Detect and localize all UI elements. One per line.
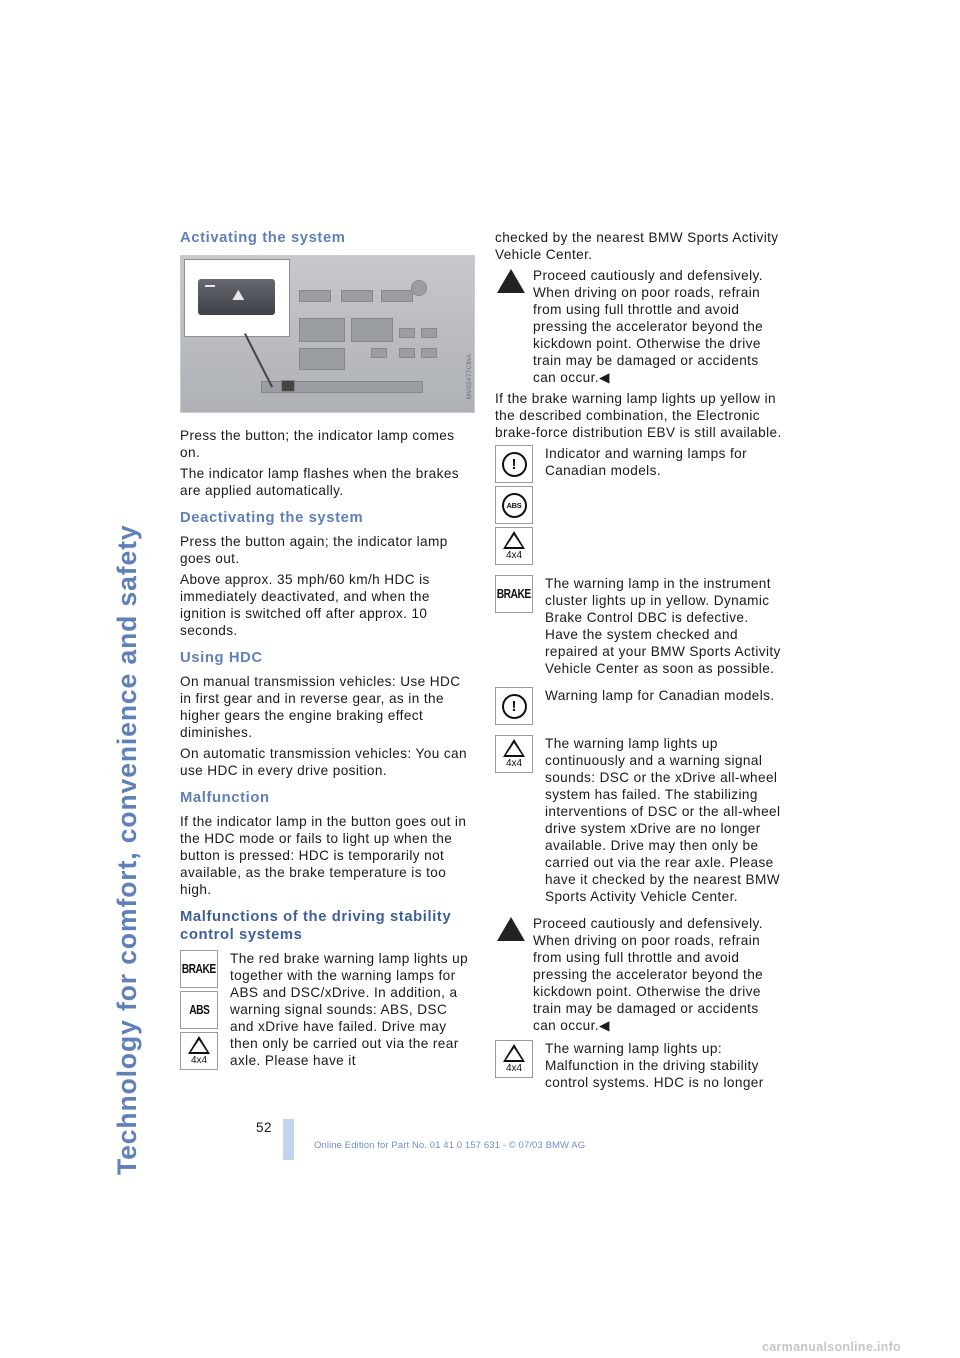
- console-display: [299, 348, 345, 370]
- xdrive-warning-icon: 4x4: [495, 735, 533, 773]
- hdc-button: [198, 279, 275, 315]
- using-p1: On manual transmission vehicles: Use HDC in first gear and in reverse gear, as in the higher gears the engine braking effect diminishes.: [180, 674, 461, 740]
- hdc-button-small: [281, 380, 295, 392]
- hdc-button-figure: [180, 255, 475, 413]
- left-column: [180, 229, 473, 1079]
- heading-activating: Activating the system: [180, 230, 346, 246]
- console-slot: [371, 348, 387, 358]
- caution-note-2: [495, 915, 785, 1034]
- brake-lamp-icon: BRAKE: [180, 950, 218, 988]
- callout-line: [244, 333, 273, 387]
- abs-circle-icon: ABS: [495, 486, 533, 524]
- canadian-text: Indicator and warning lamps for Canadian models.: [545, 446, 748, 478]
- malfunction-p1: If the indicator lamp in the button goes out in the HDC mode or fails to light up when the button is pressed: HDC is temporarily not available, as the brake temperature is too high.: [180, 814, 467, 897]
- dsc-text: The warning lamp lights up continuously and a warning signal sounds: DSC or the xDrive all-wheel system has failed. The stabilizing interventions of DSC or the all-wheel drive system xDrive are no longer available. Drive may then only be carried out via the rear axle. Please have it checked by the nearest BMW Sports Activity Vehicle Center.: [545, 736, 781, 904]
- hdc-car-icon: ⛰: [232, 287, 245, 304]
- last-row: [495, 1040, 785, 1095]
- console-slot: [299, 290, 331, 302]
- heading-stability-malfunctions: Malfunctions of the driving stability control systems: [180, 909, 452, 943]
- watermark: carmanualsonline.info: [762, 1340, 901, 1354]
- brake-circle-exclaim-icon: !: [495, 687, 533, 725]
- console-display: [299, 318, 345, 342]
- activating-p1: Press the button; the indicator lamp comes on.: [180, 428, 455, 460]
- canadian2-text: Warning lamp for Canadian models.: [545, 688, 775, 703]
- stability-p1: The red brake warning lamp lights up together with the warning lamps for ABS and DSC/xDrive. In addition, a warning signal sounds: ABS, DSC and xDrive have failed. Drive may then only be carried out via the rear axle. Please have it: [230, 951, 469, 1068]
- lamp-stack: [180, 950, 220, 1070]
- abs-lamp-icon: ABS: [180, 991, 218, 1029]
- canadian2-row: [495, 687, 785, 725]
- activating-p2: The indicator lamp flashes when the brakes are applied automatically.: [180, 466, 459, 498]
- console-slot: [381, 290, 413, 302]
- heading-malfunction: Malfunction: [180, 790, 270, 806]
- deactivating-p1: Press the button again; the indicator lamp goes out.: [180, 534, 448, 566]
- heading-using-hdc: Using HDC: [180, 650, 263, 666]
- brake-lamp-icon: BRAKE: [495, 575, 533, 613]
- brake-circle-exclaim-icon: !: [495, 445, 533, 483]
- canadian-lamp-stack: [495, 445, 535, 565]
- caution-text-2: Proceed cautiously and defensively. When driving on poor roads, refrain from using full throttle and avoid pressing the accelerator beyond the kickdown point. Otherwise the drive train may be damaged or accidents can occur.◀: [533, 916, 764, 1033]
- continued-text: checked by the nearest BMW Sports Activity Vehicle Center.: [495, 230, 779, 262]
- page-number-bar: [283, 1119, 294, 1160]
- dbc-text: The warning lamp in the instrument cluster lights up in yellow. Dynamic Brake Control DBC is defective. Have the system checked and repaired at your BMW Sports Activity Vehicle Center as soon as possible.: [545, 576, 781, 676]
- canadian-lamps-row: [495, 445, 785, 565]
- side-section-title: Technology for comfort, convenience and safety: [112, 524, 142, 1175]
- right-column: [495, 229, 785, 1101]
- figure-code: MV02477CMA: [466, 354, 473, 400]
- dbc-row: [495, 575, 785, 681]
- xdrive-warning-icon: 4x4: [180, 1032, 218, 1070]
- footer-edition: Online Edition for Part No. 01 41 0 157 631 - © 07/03 BMW AG: [314, 1140, 586, 1151]
- caution-text-1: Proceed cautiously and defensively. When driving on poor roads, refrain from using full throttle and avoid pressing the accelerator beyond the kickdown point. Otherwise the drive train may be damaged or accidents can occur.◀: [533, 268, 764, 385]
- page-number: 52: [256, 1120, 273, 1135]
- last-text: The warning lamp lights up: Malfunction in the driving stability control systems. HDC is no longer: [545, 1041, 764, 1090]
- dbc-lamp: [495, 575, 535, 613]
- console-slot: [399, 328, 415, 338]
- xdrive-warning-icon: 4x4: [495, 1040, 533, 1078]
- button-zoom-inset: [184, 259, 290, 337]
- warning-triangle-icon: [497, 917, 525, 941]
- console-slot: [421, 348, 437, 358]
- using-p2: On automatic transmission vehicles: You can use HDC in every drive position.: [180, 746, 467, 778]
- console-slot: [341, 290, 373, 302]
- console-knob: [411, 280, 427, 296]
- indicator-lamp: [205, 285, 215, 287]
- stability-lamps-row: [180, 950, 470, 1073]
- yellow-lamp-text: If the brake warning lamp lights up yellow in the described combination, the Electronic brake-force distribution EBV is still available.: [495, 391, 782, 440]
- dsc-lamp: [495, 735, 535, 773]
- warning-triangle-icon: [497, 269, 525, 293]
- xdrive-warning-icon: 4x4: [495, 527, 533, 565]
- heading-deactivating: Deactivating the system: [180, 510, 364, 526]
- last-lamp: [495, 1040, 535, 1078]
- console-slot: [399, 348, 415, 358]
- console-display: [351, 318, 393, 342]
- deactivating-p2: Above approx. 35 mph/60 km/h HDC is immediately deactivated, and when the ignition is switched off after approx. 10 seconds.: [180, 572, 430, 638]
- dsc-row: [495, 735, 785, 909]
- canadian2-lamp: [495, 687, 535, 725]
- console-slot: [421, 328, 437, 338]
- caution-note-1: [495, 267, 785, 386]
